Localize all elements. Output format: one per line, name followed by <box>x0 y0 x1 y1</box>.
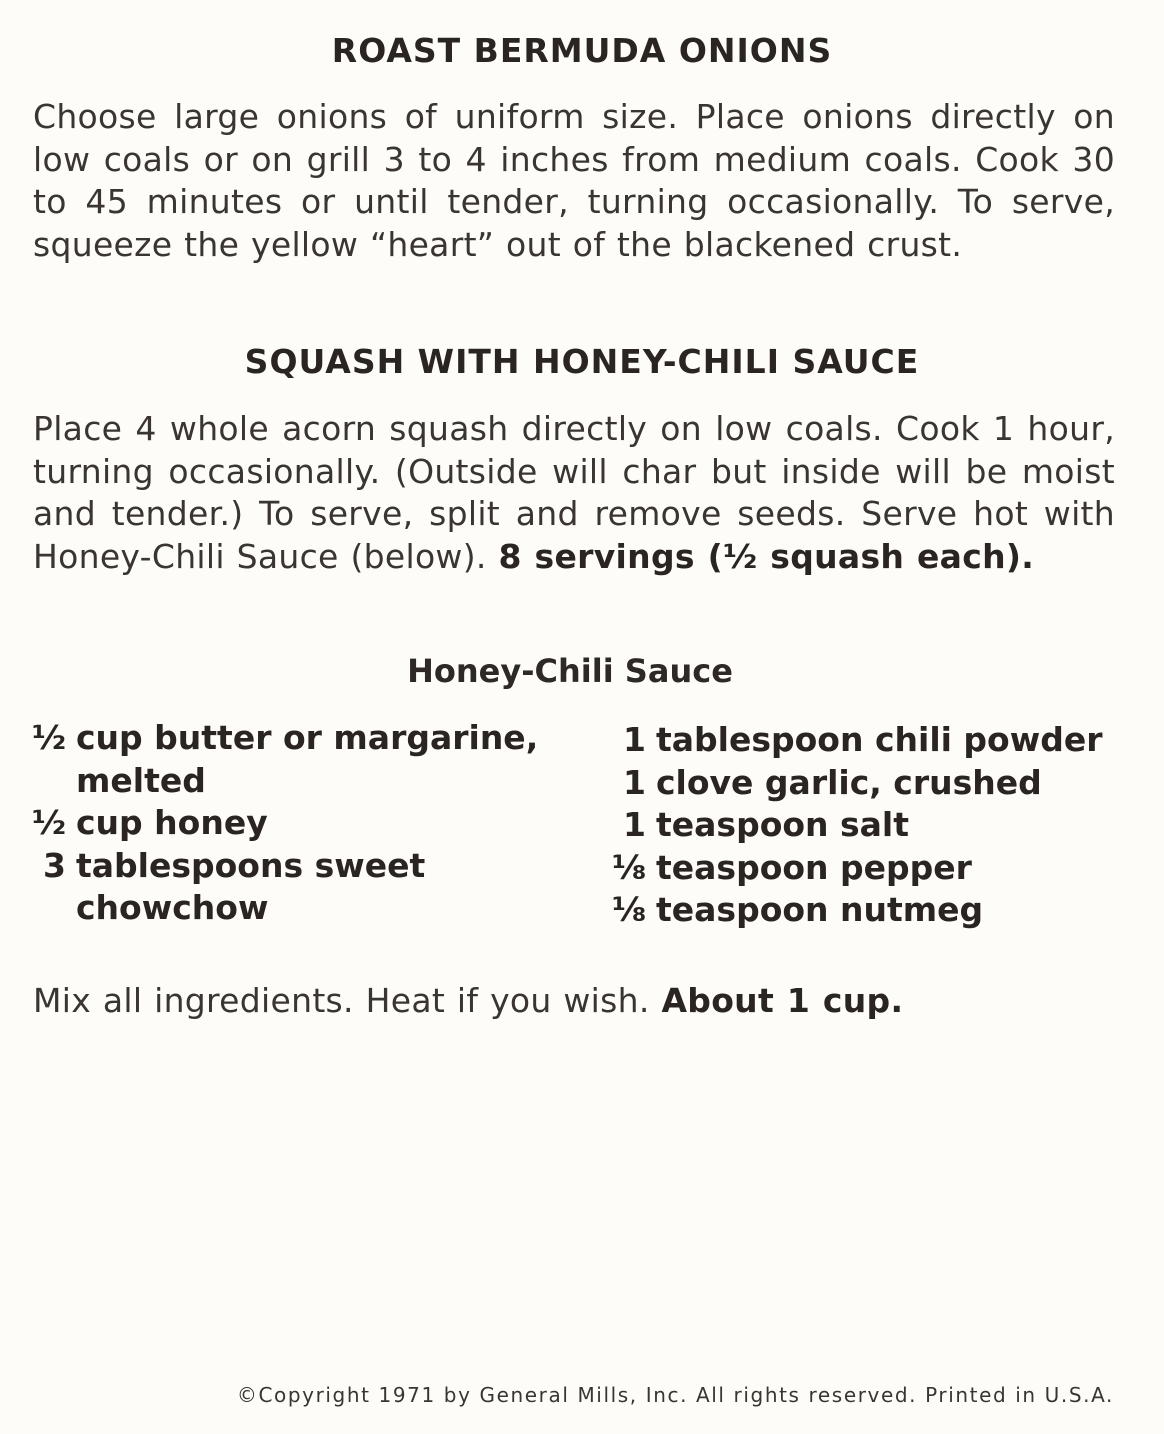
ingredient-text: tablespoons sweet <box>76 845 426 885</box>
recipe-body-roast-bermuda-onions: Choose large onions of uniform size. Place onions directly on low coals or on grill 3 to 4 inches from medium coals. Cook 30 to 45 minutes or until tender, turning occasionally. To serve, squeeze the yellow “heart” out of the blackened crust. <box>33 97 1115 264</box>
ingredient-quantity: ⅛ <box>612 890 647 929</box>
ingredient-text: tablespoon chili powder <box>656 720 1103 759</box>
ingredient-quantity: ½ <box>31 803 66 842</box>
ingredient-text: teaspoon salt <box>656 805 910 844</box>
ingredient-item <box>612 719 1102 762</box>
ingredient-item <box>28 717 538 802</box>
ingredient-item <box>28 845 538 930</box>
ingredient-continuation: melted <box>76 760 206 800</box>
ingredient-text: teaspoon nutmeg <box>656 890 984 929</box>
ingredient-quantity: 1 <box>623 805 646 844</box>
recipe-title-roast-bermuda-onions: ROAST BERMUDA ONIONS <box>331 31 833 70</box>
ingredient-text: cup butter or margarine, <box>76 718 539 757</box>
ingredient-text: cup honey <box>76 803 268 842</box>
recipe-body-text: Place 4 whole acorn squash directly on low coals. Cook 1 hour, turning occasionally. (Outside will char but inside will be moist and tender.) To serve, split and remove seeds. Serve hot with Honey-Chili Sauce (below). <box>33 409 1115 576</box>
sauce-yield: About 1 cup. <box>661 981 904 1020</box>
ingredient-item <box>612 762 1102 805</box>
ingredient-item <box>28 802 538 845</box>
ingredient-list-left <box>28 717 538 930</box>
ingredient-quantity: ⅛ <box>612 847 647 887</box>
copyright-notice: ©Copyright 1971 by General Mills, Inc. All rights reserved. Printed in U.S.A. <box>236 1383 1114 1407</box>
ingredient-continuation: chowchow <box>76 888 269 927</box>
ingredient-quantity: 1 <box>623 720 646 759</box>
ingredient-item <box>612 847 1102 890</box>
ingredient-text: teaspoon pepper <box>656 847 972 887</box>
sauce-directions-text: Mix all ingredients. Heat if you wish. <box>33 981 650 1020</box>
ingredient-list-right <box>612 719 1102 932</box>
recipe-body-squash-honey-chili <box>33 408 1115 578</box>
ingredient-quantity: 1 <box>623 762 646 802</box>
ingredient-item <box>612 889 1102 932</box>
recipe-yield: 8 servings (½ squash each). <box>498 536 1035 576</box>
ingredient-quantity: 3 <box>43 845 66 885</box>
ingredient-text: clove garlic, crushed <box>656 762 1042 802</box>
sauce-title: Honey-Chili Sauce <box>407 652 733 690</box>
ingredient-quantity: ½ <box>31 718 66 757</box>
sauce-directions <box>33 980 1115 1023</box>
recipe-title-squash-honey-chili: SQUASH WITH HONEY-CHILI SAUCE <box>244 342 920 381</box>
ingredient-item <box>612 804 1102 847</box>
